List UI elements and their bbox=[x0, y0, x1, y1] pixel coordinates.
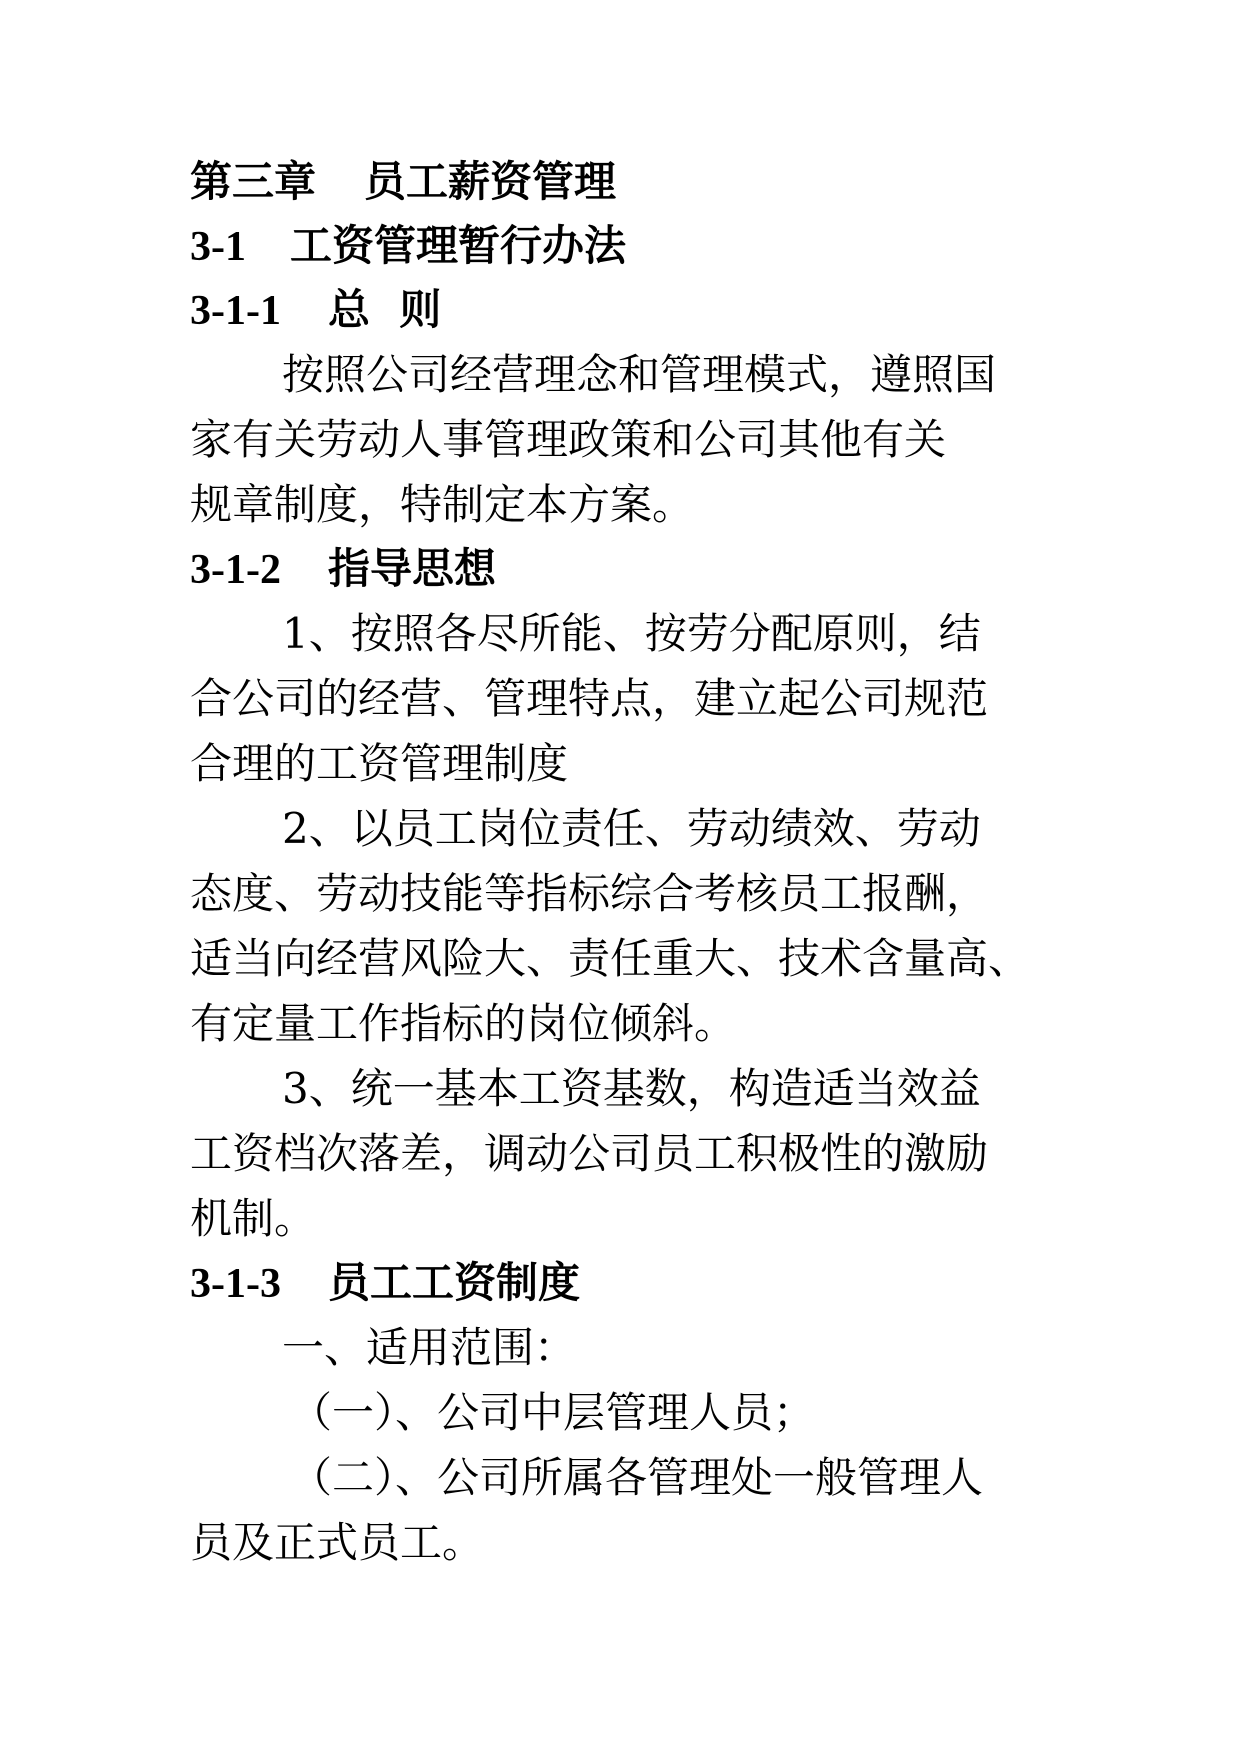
subsection-number: 3-1-3 bbox=[190, 1261, 281, 1307]
paragraph-line: （二）、公司所属各管理处一般管理人 bbox=[290, 1453, 984, 1502]
paragraph-line: 员及正式员工。 bbox=[190, 1518, 485, 1567]
paragraph-line: 一、适用范围： bbox=[282, 1323, 577, 1372]
section-heading bbox=[190, 214, 1070, 278]
paragraph-line: 有定量工作指标的岗位倾斜。 bbox=[190, 999, 737, 1048]
subsection-number: 3-1-1 bbox=[190, 288, 281, 334]
subsection-heading-guiding bbox=[190, 537, 1070, 601]
paragraph-line: 规章制度，特制定本方案。 bbox=[190, 480, 695, 529]
scope-item-2 bbox=[190, 1445, 1070, 1575]
guiding-item-1 bbox=[190, 601, 1070, 796]
chapter-label: 第三章 bbox=[190, 160, 317, 206]
general-paragraph bbox=[190, 342, 1070, 537]
paragraph-line: 态度、劳动技能等指标综合考核员工报酬， bbox=[190, 869, 989, 918]
scope-heading bbox=[190, 1315, 1070, 1380]
subsection-title: 指导思想 bbox=[328, 544, 497, 593]
section-title: 工资管理暂行办法 bbox=[290, 221, 627, 270]
subsection-number: 3-1-2 bbox=[190, 547, 281, 593]
paragraph-line: 按照公司经营理念和管理模式，遵照国 bbox=[282, 350, 997, 399]
subsection-title: 员工工资制度 bbox=[328, 1258, 581, 1307]
chapter-title: 员工薪资管理 bbox=[364, 157, 617, 206]
paragraph-line: 2、以员工岗位责任、劳动绩效、劳动 bbox=[282, 804, 981, 853]
scope-item-1 bbox=[190, 1380, 1070, 1445]
document-page bbox=[190, 150, 1070, 1575]
paragraph-line: 适当向经营风险大、责任重大、技术含量高、 bbox=[190, 934, 1031, 983]
paragraph-line: 合公司的经营、管理特点，建立起公司规范 bbox=[190, 674, 989, 723]
paragraph-line: （一）、公司中层管理人员； bbox=[290, 1388, 816, 1437]
paragraph-line: 工资档次落差，调动公司员工积极性的激励 bbox=[190, 1129, 989, 1178]
paragraph-line: 合理的工资管理制度 bbox=[190, 739, 569, 788]
subsection-heading-wage-system bbox=[190, 1251, 1070, 1315]
chapter-heading bbox=[190, 150, 1070, 214]
paragraph-line: 机制。 bbox=[190, 1194, 317, 1243]
paragraph-line: 家有关劳动人事管理政策和公司其他有关 bbox=[190, 415, 947, 464]
guiding-item-3 bbox=[190, 1056, 1070, 1251]
subsection-heading-general bbox=[190, 278, 1070, 342]
paragraph-line: 3、统一基本工资基数，构造适当效益 bbox=[282, 1064, 981, 1113]
section-number: 3-1 bbox=[190, 224, 246, 270]
guiding-item-2 bbox=[190, 796, 1070, 1056]
paragraph-line: 1、按照各尽所能、按劳分配原则，结 bbox=[282, 609, 981, 658]
subsection-title: 总 则 bbox=[328, 285, 442, 334]
